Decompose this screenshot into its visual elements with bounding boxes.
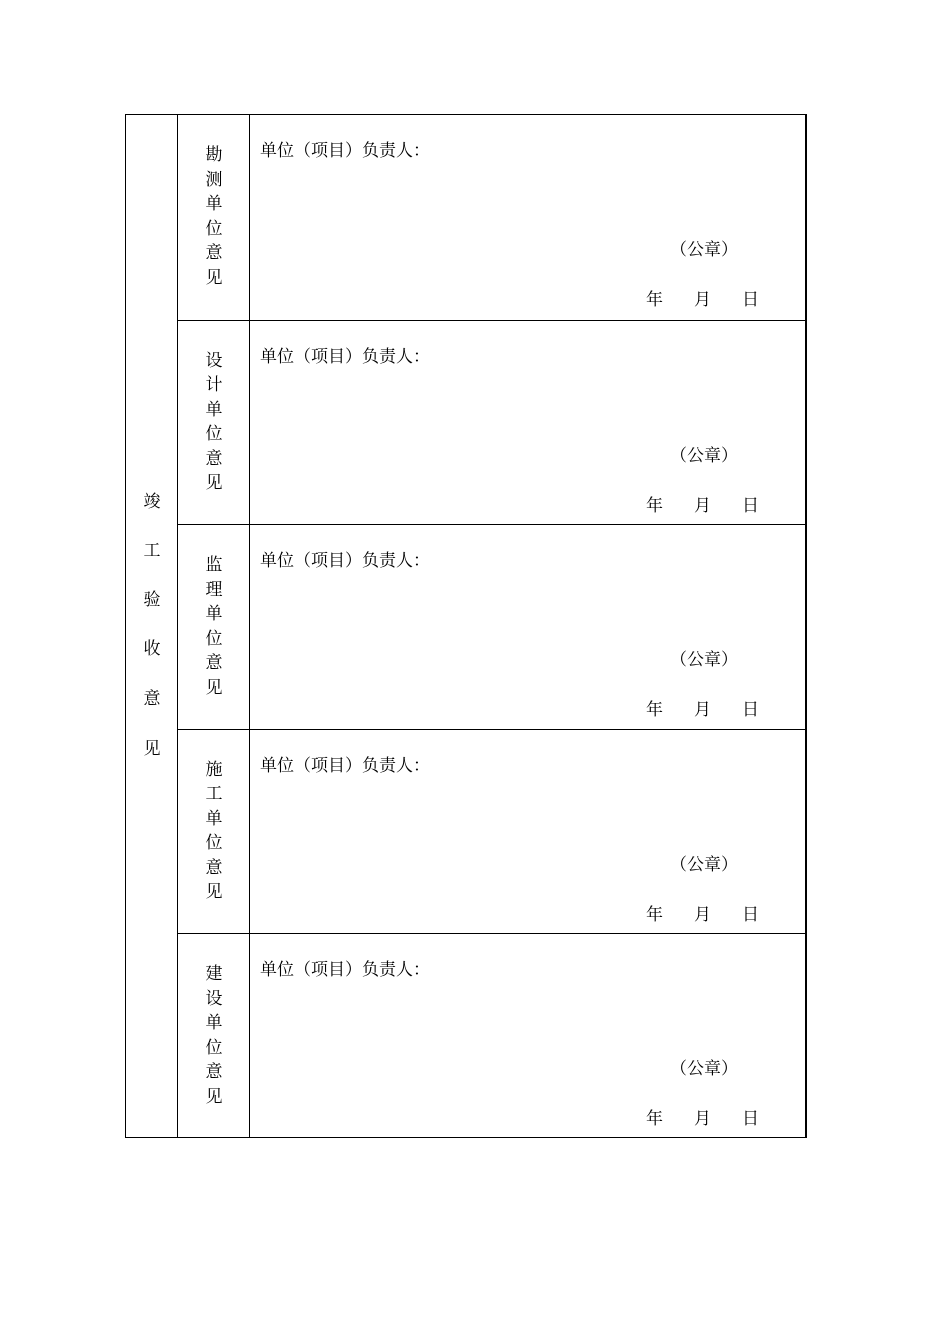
row-label xyxy=(178,321,250,525)
row-label-char: 设 xyxy=(205,350,223,371)
year-label: 年 xyxy=(646,904,663,925)
row-label-char: 设 xyxy=(205,988,223,1009)
row-label-char: 监 xyxy=(205,555,223,575)
row-label-char: 计 xyxy=(205,375,223,396)
responsible-person-label: 单位（项目）负责人： xyxy=(260,755,430,776)
month-label: 月 xyxy=(694,904,711,925)
row-label-char: 位 xyxy=(205,218,223,239)
opinion-field[interactable] xyxy=(250,730,805,934)
design-unit-row xyxy=(178,320,805,525)
row-label-char: 工 xyxy=(205,784,223,805)
month-label: 月 xyxy=(694,495,711,516)
responsible-person-label: 单位（项目）负责人： xyxy=(260,346,430,367)
responsible-person-label: 单位（项目）负责人： xyxy=(260,141,430,161)
row-label xyxy=(178,115,250,320)
row-label-char: 单 xyxy=(205,399,223,420)
row-label-char: 位 xyxy=(205,1037,223,1058)
main-label-char: 工 xyxy=(143,541,161,561)
day-label: 日 xyxy=(742,700,759,720)
year-label: 年 xyxy=(646,290,663,310)
row-label-char: 单 xyxy=(205,1013,223,1034)
row-label-char: 见 xyxy=(205,1086,223,1107)
construction-unit-row xyxy=(178,729,805,934)
row-label-char: 理 xyxy=(205,579,223,600)
day-label: 日 xyxy=(742,290,759,310)
official-seal-label: （公章） xyxy=(670,650,738,670)
official-seal-label: （公章） xyxy=(670,854,738,875)
month-label: 月 xyxy=(694,700,711,720)
row-label-char: 勘 xyxy=(205,145,223,165)
row-label-char: 单 xyxy=(205,604,223,625)
supervision-unit-row xyxy=(178,524,805,729)
main-label-char: 收 xyxy=(143,639,161,659)
row-label-char: 测 xyxy=(205,169,223,190)
year-label: 年 xyxy=(646,1109,663,1129)
official-seal-label: （公章） xyxy=(670,1059,738,1079)
row-label xyxy=(178,934,250,1138)
opinion-field[interactable] xyxy=(250,321,805,525)
row-label-char: 意 xyxy=(205,243,223,264)
row-label-char: 见 xyxy=(205,677,223,698)
row-label-char: 建 xyxy=(205,964,223,984)
opinion-rows xyxy=(178,115,805,1137)
main-label-char: 见 xyxy=(143,739,161,759)
opinion-field[interactable] xyxy=(250,525,805,729)
row-label-char: 位 xyxy=(205,628,223,649)
official-seal-label: （公章） xyxy=(670,240,738,260)
owner-unit-row xyxy=(178,933,805,1138)
responsible-person-label: 单位（项目）负责人： xyxy=(260,960,430,980)
row-label-char: 见 xyxy=(205,882,223,903)
row-label-char: 位 xyxy=(205,833,223,854)
survey-unit-row xyxy=(178,115,805,320)
row-label-char: 见 xyxy=(205,267,223,288)
acceptance-opinion-table xyxy=(125,114,807,1138)
responsible-person-label: 单位（项目）负责人： xyxy=(260,551,430,571)
row-label-char: 位 xyxy=(205,424,223,445)
year-label: 年 xyxy=(646,495,663,516)
completion-acceptance-label xyxy=(126,115,178,1137)
row-label-char: 施 xyxy=(205,759,223,780)
opinion-field[interactable] xyxy=(250,115,805,320)
day-label: 日 xyxy=(742,495,759,516)
row-label xyxy=(178,525,250,729)
row-label-char: 意 xyxy=(205,857,223,878)
official-seal-label: （公章） xyxy=(670,445,738,466)
row-label xyxy=(178,730,250,934)
month-label: 月 xyxy=(694,1109,711,1129)
day-label: 日 xyxy=(742,904,759,925)
row-label-char: 见 xyxy=(205,473,223,494)
opinion-field[interactable] xyxy=(250,934,805,1138)
main-label-char: 意 xyxy=(143,689,161,709)
row-label-char: 意 xyxy=(205,448,223,469)
month-label: 月 xyxy=(694,290,711,310)
row-label-char: 意 xyxy=(205,1062,223,1083)
day-label: 日 xyxy=(742,1109,759,1129)
row-label-char: 意 xyxy=(205,653,223,674)
main-label-char: 竣 xyxy=(143,492,161,512)
year-label: 年 xyxy=(646,700,663,720)
row-label-char: 单 xyxy=(205,808,223,829)
row-label-char: 单 xyxy=(205,194,223,215)
main-label-char: 验 xyxy=(143,590,161,610)
